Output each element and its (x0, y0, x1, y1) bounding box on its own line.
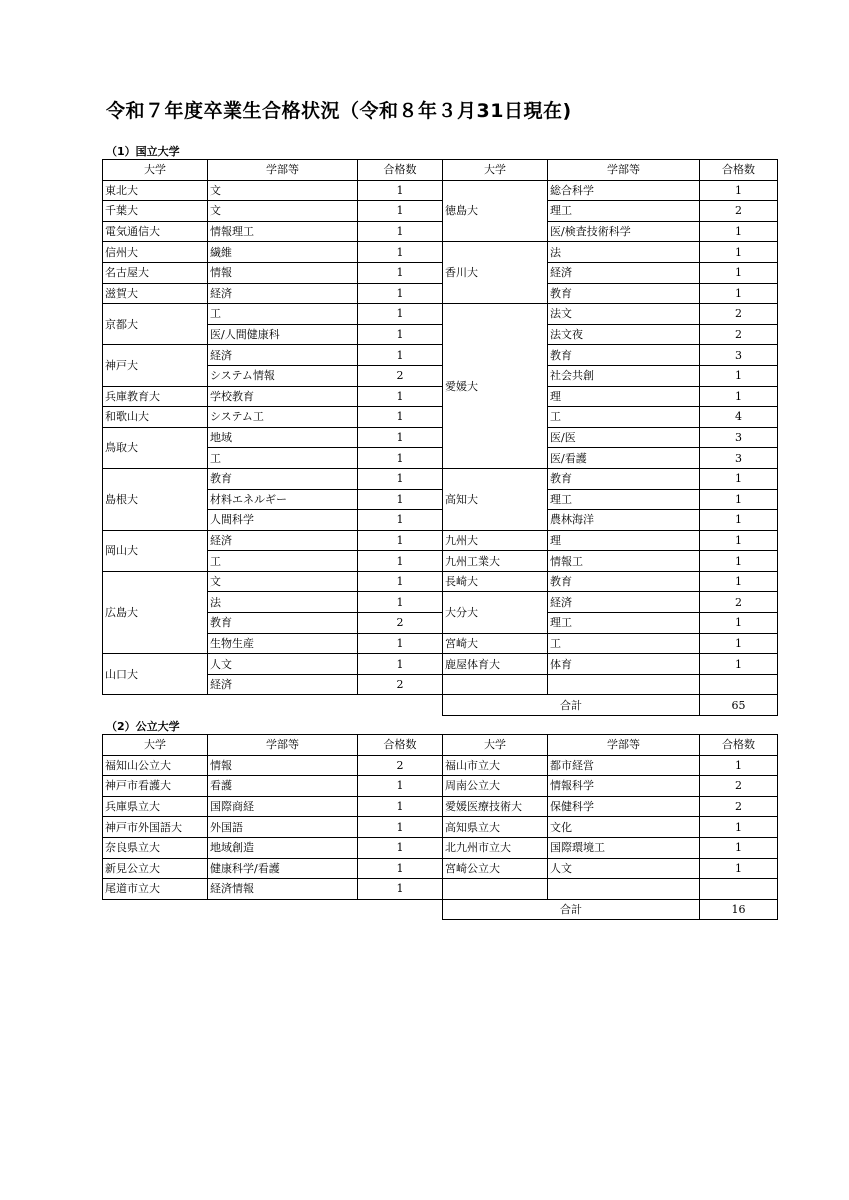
faculty-cell: 教育 (548, 283, 700, 304)
faculty-cell: 法文 (548, 304, 700, 325)
pass-count-cell: 1 (358, 858, 443, 879)
column-header-left-count: 合格数 (358, 160, 443, 181)
faculty-cell: 経済情報 (208, 879, 358, 900)
table-row (103, 837, 778, 858)
table-row (103, 345, 778, 366)
table-row (103, 817, 778, 838)
pass-count-cell (700, 674, 778, 695)
pass-count-cell: 1 (358, 633, 443, 654)
pass-count-cell: 1 (358, 837, 443, 858)
pass-count-cell: 1 (700, 530, 778, 551)
faculty-cell: 経済 (208, 345, 358, 366)
pass-count-cell: 1 (358, 551, 443, 572)
pass-count-cell: 1 (700, 755, 778, 776)
pass-count-cell: 1 (700, 510, 778, 531)
university-name-cell: 奈良県立大 (103, 837, 208, 858)
faculty-cell: 人文 (208, 654, 358, 675)
faculty-cell: 医/人間健康科 (208, 324, 358, 345)
total-label: 合計 (443, 899, 700, 920)
faculty-cell: 情報科学 (548, 776, 700, 797)
table-row (103, 879, 778, 900)
column-header-left-count: 合格数 (358, 735, 443, 756)
pass-count-cell: 2 (358, 674, 443, 695)
pass-count-cell: 1 (700, 468, 778, 489)
university-name-cell: 北九州市立大 (443, 837, 548, 858)
pass-count-cell: 1 (700, 242, 778, 263)
university-name-cell: 大分大 (443, 592, 548, 633)
pass-count-cell: 1 (700, 221, 778, 242)
faculty-cell: 人間科学 (208, 510, 358, 531)
pass-count-cell: 1 (700, 283, 778, 304)
pass-count-cell: 2 (700, 592, 778, 613)
pass-count-cell: 1 (358, 304, 443, 325)
faculty-cell: 理 (548, 530, 700, 551)
table-row (103, 654, 778, 675)
faculty-cell: 情報 (208, 755, 358, 776)
pass-count-cell: 3 (700, 345, 778, 366)
faculty-cell: 教育 (208, 613, 358, 634)
pass-count-cell: 1 (358, 776, 443, 797)
pass-count-cell: 3 (700, 448, 778, 469)
university-name-cell: 九州工業大 (443, 551, 548, 572)
university-name-cell: 山口大 (103, 654, 208, 695)
university-name-cell: 神戸大 (103, 345, 208, 386)
university-name-cell: 滋賀大 (103, 283, 208, 304)
pass-count-cell: 1 (700, 262, 778, 283)
pass-count-cell: 1 (700, 837, 778, 858)
faculty-cell: 体育 (548, 654, 700, 675)
table-row (103, 755, 778, 776)
pass-count-cell: 1 (358, 510, 443, 531)
public-university-table (102, 734, 778, 920)
pass-count-cell: 1 (700, 817, 778, 838)
pass-count-cell: 1 (700, 180, 778, 201)
faculty-cell: 情報 (208, 262, 358, 283)
university-name-cell: 香川大 (443, 242, 548, 304)
table-row (103, 858, 778, 879)
faculty-cell: 教育 (548, 345, 700, 366)
university-name-cell: 信州大 (103, 242, 208, 263)
faculty-cell: 材料エネルギー (208, 489, 358, 510)
faculty-cell: 工 (208, 551, 358, 572)
faculty-cell: 工 (548, 633, 700, 654)
faculty-cell: 地域 (208, 427, 358, 448)
pass-count-cell: 1 (358, 345, 443, 366)
faculty-cell: 工 (208, 304, 358, 325)
pass-count-cell: 1 (358, 879, 443, 900)
faculty-cell: 医/医 (548, 427, 700, 448)
faculty-cell: 外国語 (208, 817, 358, 838)
university-name-cell: 京都大 (103, 304, 208, 345)
university-name-cell: 広島大 (103, 571, 208, 653)
pass-count-cell: 2 (700, 796, 778, 817)
table-row (103, 530, 778, 551)
faculty-cell: 教育 (548, 571, 700, 592)
pass-count-cell: 1 (358, 817, 443, 838)
pass-count-cell: 4 (700, 407, 778, 428)
university-name-cell: 鹿屋体育大 (443, 654, 548, 675)
total-row-spacer (103, 695, 443, 716)
column-header-left-faculty: 学部等 (208, 160, 358, 181)
university-name-cell: 和歌山大 (103, 407, 208, 428)
faculty-cell: 学校教育 (208, 386, 358, 407)
column-header-right-faculty: 学部等 (548, 735, 700, 756)
faculty-cell: 保健科学 (548, 796, 700, 817)
university-name-cell: 徳島大 (443, 180, 548, 242)
faculty-cell: 人文 (548, 858, 700, 879)
faculty-cell: 国際商経 (208, 796, 358, 817)
table-row (103, 776, 778, 797)
header-row (103, 160, 778, 181)
pass-count-cell: 2 (358, 613, 443, 634)
faculty-cell: 情報工 (548, 551, 700, 572)
faculty-cell: 国際環境工 (548, 837, 700, 858)
university-name-cell: 東北大 (103, 180, 208, 201)
faculty-cell: 経済 (208, 674, 358, 695)
pass-count-cell: 1 (700, 654, 778, 675)
pass-count-cell: 2 (700, 324, 778, 345)
pass-count-cell: 1 (358, 654, 443, 675)
university-name-cell: 宮崎公立大 (443, 858, 548, 879)
pass-count-cell: 1 (358, 201, 443, 222)
table-row (103, 221, 778, 242)
university-name-cell: 福知山公立大 (103, 755, 208, 776)
column-header-left-univ: 大学 (103, 735, 208, 756)
faculty-cell: 理 (548, 386, 700, 407)
pass-count-cell: 2 (700, 304, 778, 325)
pass-count-cell: 1 (358, 571, 443, 592)
university-name-cell: 岡山大 (103, 530, 208, 571)
university-name-cell: 長崎大 (443, 571, 548, 592)
table-row (103, 180, 778, 201)
faculty-cell: 社会共創 (548, 365, 700, 386)
pass-count-cell: 3 (700, 427, 778, 448)
faculty-cell: 教育 (548, 468, 700, 489)
faculty-cell: 経済 (548, 262, 700, 283)
pass-count-cell: 1 (358, 386, 443, 407)
pass-count-cell: 1 (358, 262, 443, 283)
faculty-cell: 教育 (208, 468, 358, 489)
university-name-cell: 千葉大 (103, 201, 208, 222)
university-name-cell: 愛媛大 (443, 304, 548, 469)
faculty-cell: 理工 (548, 613, 700, 634)
university-name-cell: 兵庫教育大 (103, 386, 208, 407)
pass-count-cell: 1 (358, 180, 443, 201)
faculty-cell: 文 (208, 180, 358, 201)
table-row (103, 201, 778, 222)
page-title: 令和７年度卒業生合格状況（令和８年３月31日現在) (106, 100, 572, 122)
university-name-cell: 福山市立大 (443, 755, 548, 776)
total-row-spacer (103, 899, 443, 920)
total-count: 16 (700, 899, 778, 920)
column-header-right-count: 合格数 (700, 735, 778, 756)
faculty-cell: 地域創造 (208, 837, 358, 858)
university-name-cell: 高知県立大 (443, 817, 548, 838)
table-row (103, 427, 778, 448)
university-name-cell: 神戸市看護大 (103, 776, 208, 797)
faculty-cell (548, 674, 700, 695)
faculty-cell: 医/検査技術科学 (548, 221, 700, 242)
pass-count-cell: 2 (700, 201, 778, 222)
column-header-left-faculty: 学部等 (208, 735, 358, 756)
university-name-cell: 島根大 (103, 468, 208, 530)
pass-count-cell: 1 (358, 324, 443, 345)
university-name-cell: 高知大 (443, 468, 548, 530)
table-row (103, 796, 778, 817)
faculty-cell (548, 879, 700, 900)
faculty-cell: 文 (208, 571, 358, 592)
pass-count-cell: 1 (358, 221, 443, 242)
faculty-cell: 看護 (208, 776, 358, 797)
pass-count-cell: 1 (358, 242, 443, 263)
faculty-cell: 法 (548, 242, 700, 263)
faculty-cell: 総合科学 (548, 180, 700, 201)
column-header-right-count: 合格数 (700, 160, 778, 181)
pass-count-cell (700, 879, 778, 900)
faculty-cell: システム情報 (208, 365, 358, 386)
faculty-cell: 文化 (548, 817, 700, 838)
faculty-cell: 健康科学/看護 (208, 858, 358, 879)
total-row (103, 899, 778, 920)
pass-count-cell: 1 (358, 448, 443, 469)
university-name-cell: 周南公立大 (443, 776, 548, 797)
section-label-national: （1）国立大学 (106, 145, 180, 158)
table-row (103, 407, 778, 428)
university-name-cell: 神戸市外国語大 (103, 817, 208, 838)
pass-count-cell: 1 (700, 571, 778, 592)
faculty-cell: 都市経営 (548, 755, 700, 776)
pass-count-cell: 1 (358, 489, 443, 510)
university-name-cell: 電気通信大 (103, 221, 208, 242)
pass-count-cell: 1 (700, 858, 778, 879)
table-row (103, 386, 778, 407)
column-header-left-univ: 大学 (103, 160, 208, 181)
pass-count-cell: 1 (700, 613, 778, 634)
pass-count-cell: 2 (358, 365, 443, 386)
faculty-cell: 理工 (548, 201, 700, 222)
university-name-cell (443, 674, 548, 695)
total-label: 合計 (443, 695, 700, 716)
pass-count-cell: 1 (700, 365, 778, 386)
pass-count-cell: 1 (358, 592, 443, 613)
pass-count-cell: 1 (358, 796, 443, 817)
table-row (103, 304, 778, 325)
pass-count-cell: 1 (358, 283, 443, 304)
faculty-cell: 工 (548, 407, 700, 428)
faculty-cell: 経済 (208, 530, 358, 551)
pass-count-cell: 2 (358, 755, 443, 776)
pass-count-cell: 1 (358, 407, 443, 428)
column-header-right-faculty: 学部等 (548, 160, 700, 181)
faculty-cell: 繊維 (208, 242, 358, 263)
faculty-cell: 情報理工 (208, 221, 358, 242)
table-row (103, 468, 778, 489)
pass-count-cell: 2 (700, 776, 778, 797)
university-name-cell: 九州大 (443, 530, 548, 551)
section-label-public: （2）公立大学 (106, 720, 180, 733)
university-name-cell: 名古屋大 (103, 262, 208, 283)
university-name-cell: 宮崎大 (443, 633, 548, 654)
pass-count-cell: 1 (358, 468, 443, 489)
pass-count-cell: 1 (700, 386, 778, 407)
table-row (103, 262, 778, 283)
table-row (103, 242, 778, 263)
pass-count-cell: 1 (700, 633, 778, 654)
national-university-table (102, 159, 778, 716)
university-name-cell: 鳥取大 (103, 427, 208, 468)
faculty-cell: 生物生産 (208, 633, 358, 654)
faculty-cell: 医/看護 (548, 448, 700, 469)
table-row (103, 571, 778, 592)
faculty-cell: 工 (208, 448, 358, 469)
column-header-right-univ: 大学 (443, 160, 548, 181)
pass-count-cell: 1 (700, 551, 778, 572)
faculty-cell: システム工 (208, 407, 358, 428)
university-name-cell: 兵庫県立大 (103, 796, 208, 817)
total-row (103, 695, 778, 716)
pass-count-cell: 1 (700, 489, 778, 510)
university-name-cell: 新見公立大 (103, 858, 208, 879)
pass-count-cell: 1 (358, 530, 443, 551)
faculty-cell: 文 (208, 201, 358, 222)
university-name-cell: 尾道市立大 (103, 879, 208, 900)
faculty-cell: 経済 (548, 592, 700, 613)
university-name-cell: 愛媛医療技術大 (443, 796, 548, 817)
table-row (103, 283, 778, 304)
column-header-right-univ: 大学 (443, 735, 548, 756)
total-count: 65 (700, 695, 778, 716)
faculty-cell: 法文夜 (548, 324, 700, 345)
header-row (103, 735, 778, 756)
university-name-cell (443, 879, 548, 900)
faculty-cell: 経済 (208, 283, 358, 304)
faculty-cell: 法 (208, 592, 358, 613)
faculty-cell: 理工 (548, 489, 700, 510)
pass-count-cell: 1 (358, 427, 443, 448)
faculty-cell: 農林海洋 (548, 510, 700, 531)
